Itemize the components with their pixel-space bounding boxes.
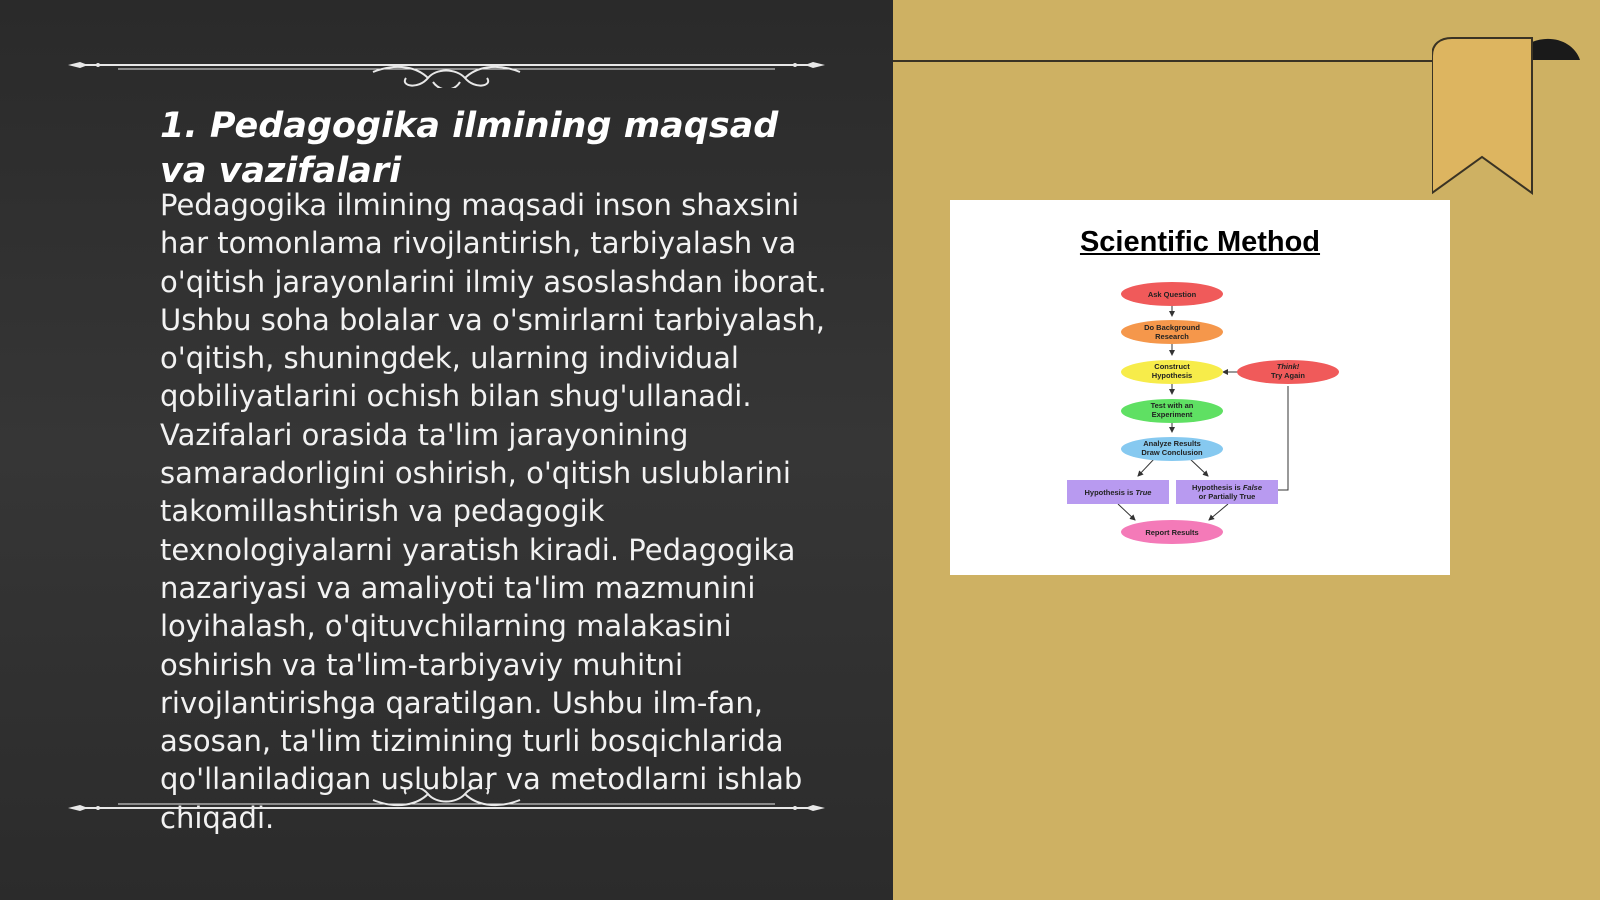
node-test-label-2: Experiment [1151,410,1193,419]
flow-arrow [1209,504,1228,520]
node-background-label-1: Do Background [1144,323,1200,332]
node-false-label-1: Hypothesis is False [1191,483,1263,492]
flow-arrow [1118,504,1135,520]
node-test-label-1: Test with an [1150,401,1194,410]
node-ask-label: Ask Question [1147,290,1197,299]
scientific-method-image [950,200,1450,575]
node-think-label-1: Think! [1276,362,1300,371]
flow-line [1278,386,1288,490]
node-construct-label-1: Construct [1154,362,1190,371]
flowchart [950,200,1450,575]
node-report-label: Report Results [1145,528,1199,537]
node-analyze-label-1: Analyze Results [1143,439,1201,448]
node-think-label-2: Try Again [1271,371,1305,380]
flow-arrow [1189,458,1208,476]
flow-arrow [1138,458,1155,476]
node-analyze-label-2: Draw Conclusion [1141,448,1203,457]
node-construct-label-2: Hypothesis [1151,371,1193,380]
bottom-ornament-divider [68,788,825,828]
slide-body-text: Pedagogika ilmining maqsadi inson shaxsini har tomonlama rivojlantirish, tarbiyalash va o'qitish jarayonlarini ilmiy asoslashdan iborat. Ushbu soha bolalar va o'smirlarni tarbiyalash, o'qitish, shuningdek, ularning individual qobiliyatlarini ochish bilan shug'ullanadi. Vazifalari orasida ta'lim jarayonining samaradorligini oshirish, o'qitish uslublarini takomillashtirish va pedagogik texnologiyalarni yaratish kiradi. Pedagogika nazariyasi va amaliyoti ta'lim mazmunini loyihalash, o'qituvchilarning malakasini oshirish va ta'lim-tarbiyaviy muhitni rivojlantirishga qaratilgan. Ushbu ilm-fan, asosan, ta'lim tizimining turli bosqichlarida qo'llaniladigan uslublar va metodlarni ishlab chiqadi. [160,188,827,835]
slide-title: 1. Pedagogika ilmining maqsad va vazifalari [160,106,779,191]
divider-line [893,60,1453,62]
node-true-label: Hypothesis is True [1084,488,1152,497]
bookmark-decoration [1432,36,1580,200]
node-false-label-2: or Partially True [1198,492,1256,501]
top-ornament-divider [68,48,825,88]
node-background-label-2: Research [1155,332,1189,341]
diagram-title: Scientific Method [1079,226,1321,258]
